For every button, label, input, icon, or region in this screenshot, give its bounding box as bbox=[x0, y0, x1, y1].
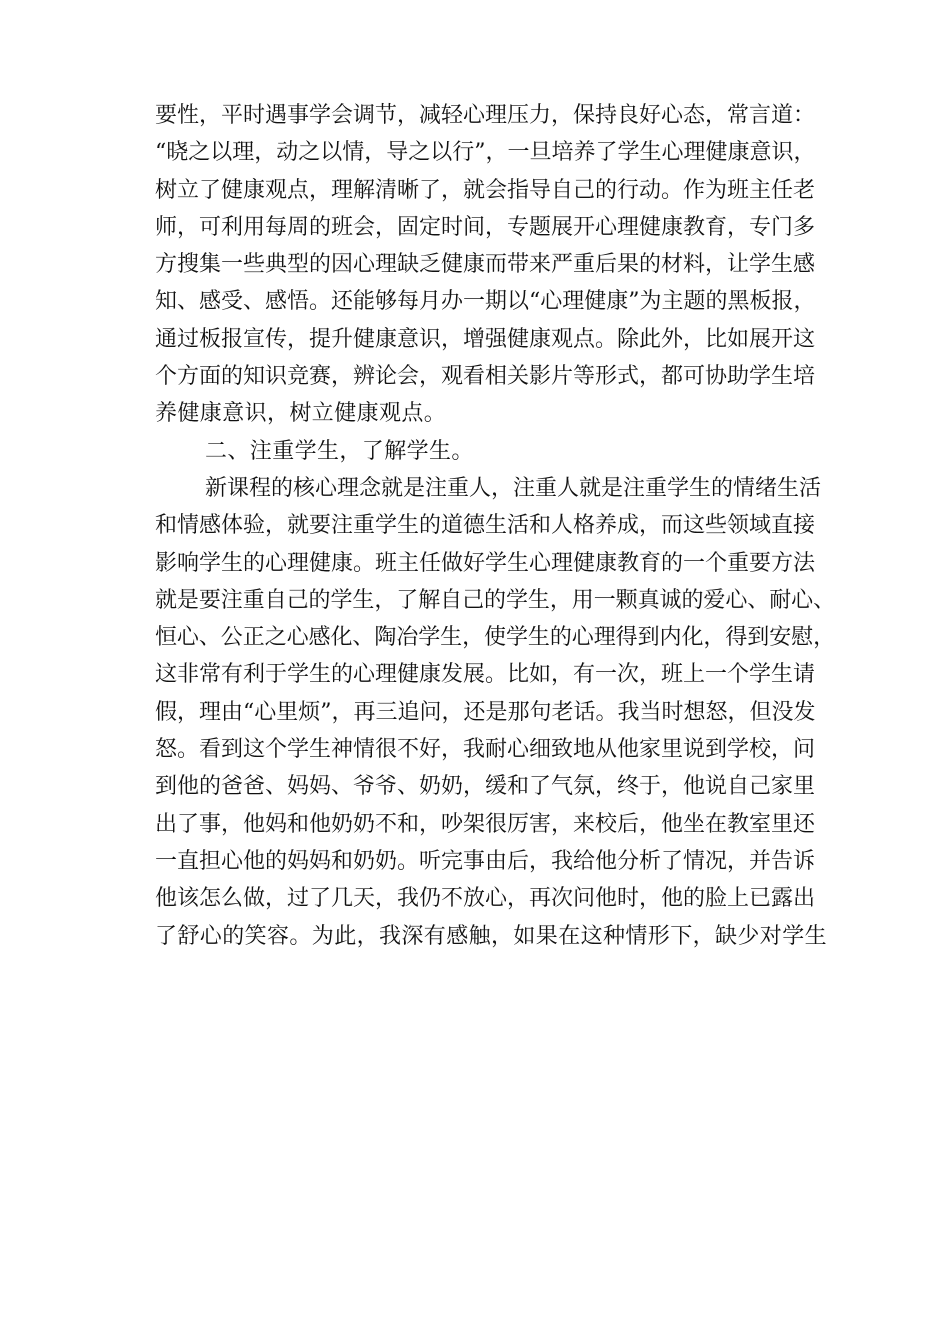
text-line: 恒心、公正之心感化、陶冶学生，使学生的心理得到内化，得到安慰， bbox=[155, 625, 836, 651]
text-line: 就是要注重自己的学生，了解自己的学生，用一颗真诚的爱心、耐心、 bbox=[155, 587, 836, 613]
text-line: 影响学生的心理健康。班主任做好学生心理健康教育的一个重要方法 bbox=[155, 550, 816, 576]
text-line: 这非常有利于学生的心理健康发展。比如，有一次，班上一个学生请 bbox=[155, 662, 816, 688]
text-line: 养健康意识，树立健康观点。 bbox=[155, 401, 447, 427]
text-line: 了舒心的笑容。为此，我深有感触，如果在这种情形下，缺少对学生 bbox=[155, 923, 828, 949]
paragraph-first-line: 新课程的核心理念就是注重人，注重人就是注重学生的情绪生活 bbox=[205, 475, 822, 501]
text-line: 树立了健康观点，理解清晰了，就会指导自己的行动。作为班主任老 bbox=[155, 177, 816, 203]
text-line: 个方面的知识竞赛，辨论会，观看相关影片等形式，都可协助学生培 bbox=[155, 364, 816, 390]
text-line: 他该怎么做，过了几天，我仍不放心，再次问他时，他的脸上已露出 bbox=[155, 886, 816, 912]
text-line: 要性，平时遇事学会调节，减轻心理压力，保持良好心态，常言道： bbox=[155, 103, 816, 128]
text-line: “晓之以理，动之以情，导之以行”，一旦培养了学生心理健康意识， bbox=[155, 140, 816, 166]
body-text bbox=[155, 97, 835, 955]
text-line: 方搜集一些典型的因心理缺乏健康而带来严重后果的材料，让学生感 bbox=[155, 252, 816, 278]
text-line: 知、感受、感悟。还能够每月办一期以“心理健康”为主题的黑板报， bbox=[155, 289, 816, 315]
text-line: 假，理由“心里烦”，再三追问，还是那句老话。我当时想怒，但没发 bbox=[155, 699, 816, 725]
text-line: 师，可利用每周的班会，固定时间，专题展开心理健康教育，专门多 bbox=[155, 214, 816, 240]
text-line: 怒。看到这个学生神情很不好，我耐心细致地从他家里说到学校，问 bbox=[155, 737, 816, 763]
text-line: 和情感体验，就要注重学生的道德生活和人格养成，而这些领域直接 bbox=[155, 513, 816, 539]
text-line: 通过板报宣传，提升健康意识，增强健康观点。除此外，比如展开这 bbox=[155, 326, 816, 352]
text-line: 出了事，他妈和他奶奶不和，吵架很厉害，来校后，他坐在教室里还 bbox=[155, 811, 816, 837]
text-line: 到他的爸爸、妈妈、爷爷、奶奶，缓和了气氛，终于，他说自己家里 bbox=[155, 774, 816, 800]
text-line: 一直担心他的妈妈和奶奶。听完事由后，我给他分析了情况，并告诉 bbox=[155, 848, 816, 874]
paragraph-first-line: 二、注重学生，了解学生。 bbox=[205, 438, 474, 464]
